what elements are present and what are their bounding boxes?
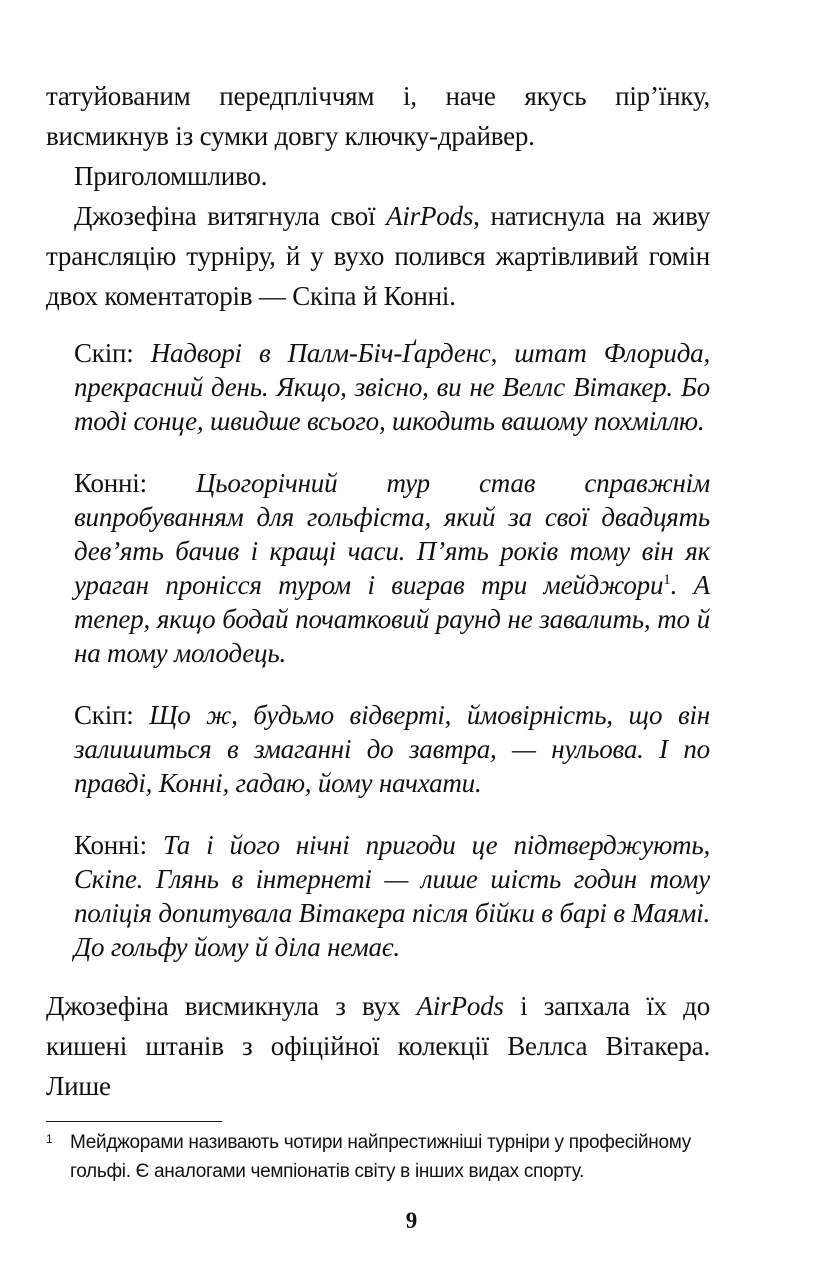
paragraph-text: , натиснула на живу трансляцію турніру, й у вухо полився жартівливий гомін двох коментаторів — Скіпа й Конні.: [46, 201, 711, 311]
footnote-divider: [46, 1121, 222, 1122]
dialog-line: Цьогорічний тур став справжнім випробуванням для гольфіста, який за свої двадцять дев’ять бачив і кращі часи. П’ять років тому він як ураган пронісся туром і виграв три мейджори: [74, 468, 711, 600]
brand-name: AirPods: [416, 991, 504, 1021]
brand-name: AirPods: [386, 201, 474, 231]
paragraph-text: і запхала їх до кишені штанів з офіційної колекції Веллса Вітакера. Лише: [46, 991, 710, 1101]
page-number: 9: [405, 1208, 418, 1233]
dialog-block-skip-2: [74, 698, 710, 800]
dialog-line: Та і його нічні пригоди це підтверджують, Скіпе. Глянь в інтернеті — лише шість годин тому поліція допитувала Вітакера після бійки в барі в Маямі. До гольфу йому й діла немає.: [74, 830, 710, 962]
footnote: [46, 1128, 706, 1186]
dialog-block-connie-2: [74, 828, 710, 964]
footnote-reference[interactable]: 1: [663, 572, 671, 588]
paragraph-text: Джозефіна висмикнула з вух: [46, 991, 417, 1021]
dialog-block-skip-1: [74, 336, 710, 438]
page-body: [46, 76, 710, 1106]
paragraph-airpods-pocket: [46, 986, 710, 1106]
paragraph-continuation: татуйованим передпліччям і, наче якусь пір’їнку, висмикнув із сумки довгу ключку-драйвер.: [46, 81, 710, 151]
dialog-block-connie-1: [74, 466, 710, 670]
paragraph-stunning: Приголомшливо.: [74, 161, 268, 191]
speaker-label: Конні:: [74, 468, 196, 498]
speaker-label: Скіп:: [74, 338, 151, 368]
paragraph-text: Джозефіна витягнула свої: [74, 201, 387, 231]
paragraph-airpods-stream: [46, 196, 710, 316]
footnote-mark: 1: [46, 1132, 53, 1146]
dialog-line: Що ж, будьмо відверті, ймовірність, що він залишиться в змаганні до завтра, — нульова. І по правді, Конні, гадаю, йому начхати.: [74, 700, 710, 798]
dialog-line-continued: . А тепер, якщо бодай початковий раунд не завалить, то й на тому молодець.: [74, 570, 710, 668]
speaker-label: Скіп:: [74, 700, 150, 730]
speaker-label: Конні:: [74, 830, 163, 860]
footnote-text: Мейджорами називають чотири найпрестижніші турніри у професійному гольфі. Є аналогами чемпіонатів світу в інших видах спорту.: [70, 1132, 691, 1182]
dialog-line: Надворі в Палм-Біч-Ґарденс, штат Флорида, прекрасний день. Якщо, звісно, ви не Веллс Вітакер. Бо тоді сонце, швидше всього, шкодить вашому похміллю.: [74, 338, 711, 436]
